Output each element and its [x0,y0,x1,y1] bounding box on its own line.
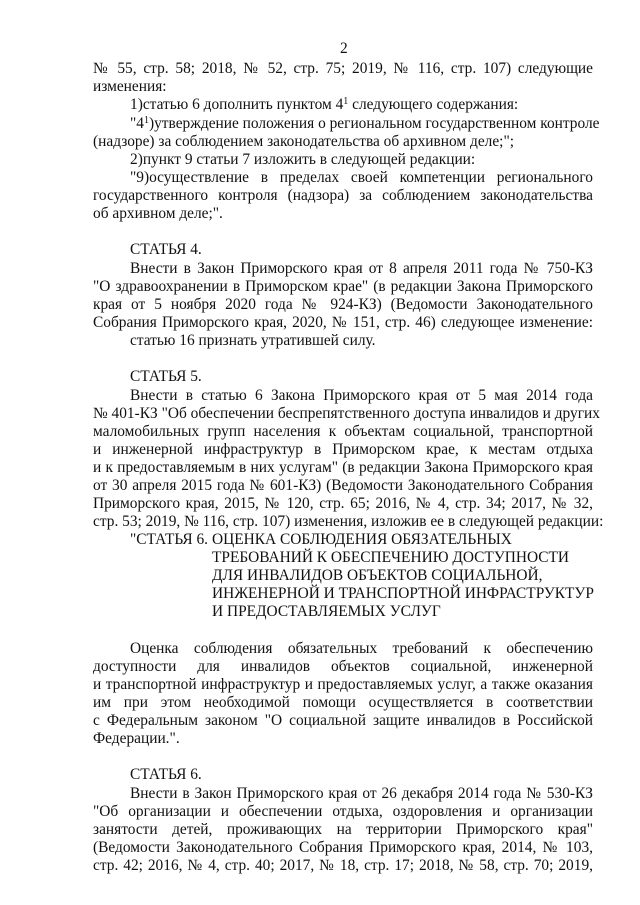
text-line: стр. 42; 2016, № 4, стр. 40; 2017, № 18, стр. 17; 2018, № 58, стр. 70; 2019, [93,857,593,874]
text-line: об архивном деле;". [93,205,223,222]
text-line: "О здравоохранении в Приморском крае" (в редакции Закона Приморского [93,278,593,295]
text-line: края от 5 ноября 2020 года № 924-КЗ) (Ведомости Законодательного [93,296,593,313]
text-line: "$4^1)утверждение$ положения о региональном государственном контроле [130,115,600,132]
text-line: статью 16 признать утратившей силу. [130,332,376,349]
text-line: стр. 53; 2019, № 116, стр. 107) изменения, изложив ее в следующей редакции: [93,513,604,530]
text-line: Приморского края, 2015, № 120, стр. 65; 2016, № 4, стр. 34; 2017, № 32, [93,495,593,512]
text-line: государственного контроля (надзора) за соблюдением законодательства [93,187,593,204]
superscript: 1 [143,115,149,126]
text-line: и к предоставляемым в них услугам" (в редакции Закона Приморского края [93,459,593,476]
text-line: Оценка соблюдения обязательных требований к обеспечению [130,640,593,657]
quoted-article-title: ИНЖЕНЕРНОЙ И ТРАНСПОРТНОЙ ИНФРАСТРУКТУР [212,585,594,602]
quoted-article-title: ДЛЯ ИНВАЛИДОВ ОБЪЕКТОВ СОЦИАЛЬНОЙ, [212,567,543,584]
superscript: 1 [343,96,349,107]
quoted-article-title: И ПРЕДОСТАВЛЯЕМЫХ УСЛУГ [212,603,441,620]
text-line: (надзоре) за соблюдением законодательства об архивном деле;"; [93,133,515,150]
article-heading: СТАТЬЯ 6. [130,766,202,783]
text-line: и транспортной инфраструктур и предоставляемых услуг, а также оказания [93,676,593,693]
article-heading: СТАТЬЯ 4. [130,241,202,258]
quoted-article-label: "СТАТЬЯ 6. [130,531,209,548]
text-line: с Федеральным законом "О социальной защите инвалидов в Российской [93,712,593,729]
text-line: № 401-КЗ "Об обеспечении беспрепятственного доступа инвалидов и других [93,405,600,422]
text-line: от 30 апреля 2015 года № 601-КЗ) (Ведомости Законодательного Собрания [93,477,593,494]
text-line: занятости детей, проживающих на территории Приморского края" [93,821,593,838]
text-line: и инженерной инфраструктур в Приморском крае, к местам отдыха [93,441,593,458]
text-line: Собрания Приморского края, 2020, № 151, стр. 46) следующее изменение: [93,314,593,331]
text-line: "9)осуществление в пределах своей компетенции регионального [130,169,593,186]
article-heading: СТАТЬЯ 5. [130,368,202,385]
quoted-article-title: ТРЕБОВАНИЙ К ОБЕСПЕЧЕНИЮ ДОСТУПНОСТИ [212,549,570,566]
text-line: № 55, стр. 58; 2018, № 52, стр. 75; 2019, № 116, стр. 107) следующие [93,60,593,77]
text-line: Внести в Закон Приморского края от 8 апреля 2011 года № 750-КЗ [130,260,593,277]
text-line: 1)статью 6 дополнить пунктом $4^1$ следующего содержания: [130,96,519,113]
page-number: 2 [340,40,348,57]
text-line: маломобильных групп населения к объектам социальной, транспортной [93,423,593,440]
text-line: (Ведомости Законодательного Собрания Приморского края, 2014, № 103, [93,839,593,856]
text-line: Внести в статью 6 Закона Приморского края от 5 мая 2014 года [130,387,593,404]
text-line: "Об организации и обеспечении отдыха, оздоровления и организации [93,803,593,820]
text-line: доступности для инвалидов объектов социальной, инженерной [93,658,593,675]
text-line: Внести в Закон Приморского края от 26 декабря 2014 года № 530-КЗ [130,785,593,802]
text-line: изменения: [93,78,167,95]
text-line: им при этом необходимой помощи осуществляется в соответствии [93,694,593,711]
quoted-article-title: ОЦЕНКА СОБЛЮДЕНИЯ ОБЯЗАТЕЛЬНЫХ [212,531,512,548]
text-line: Федерации.". [93,730,180,747]
text-line: 2)пункт 9 статьи 7 изложить в следующей редакции: [130,151,476,168]
